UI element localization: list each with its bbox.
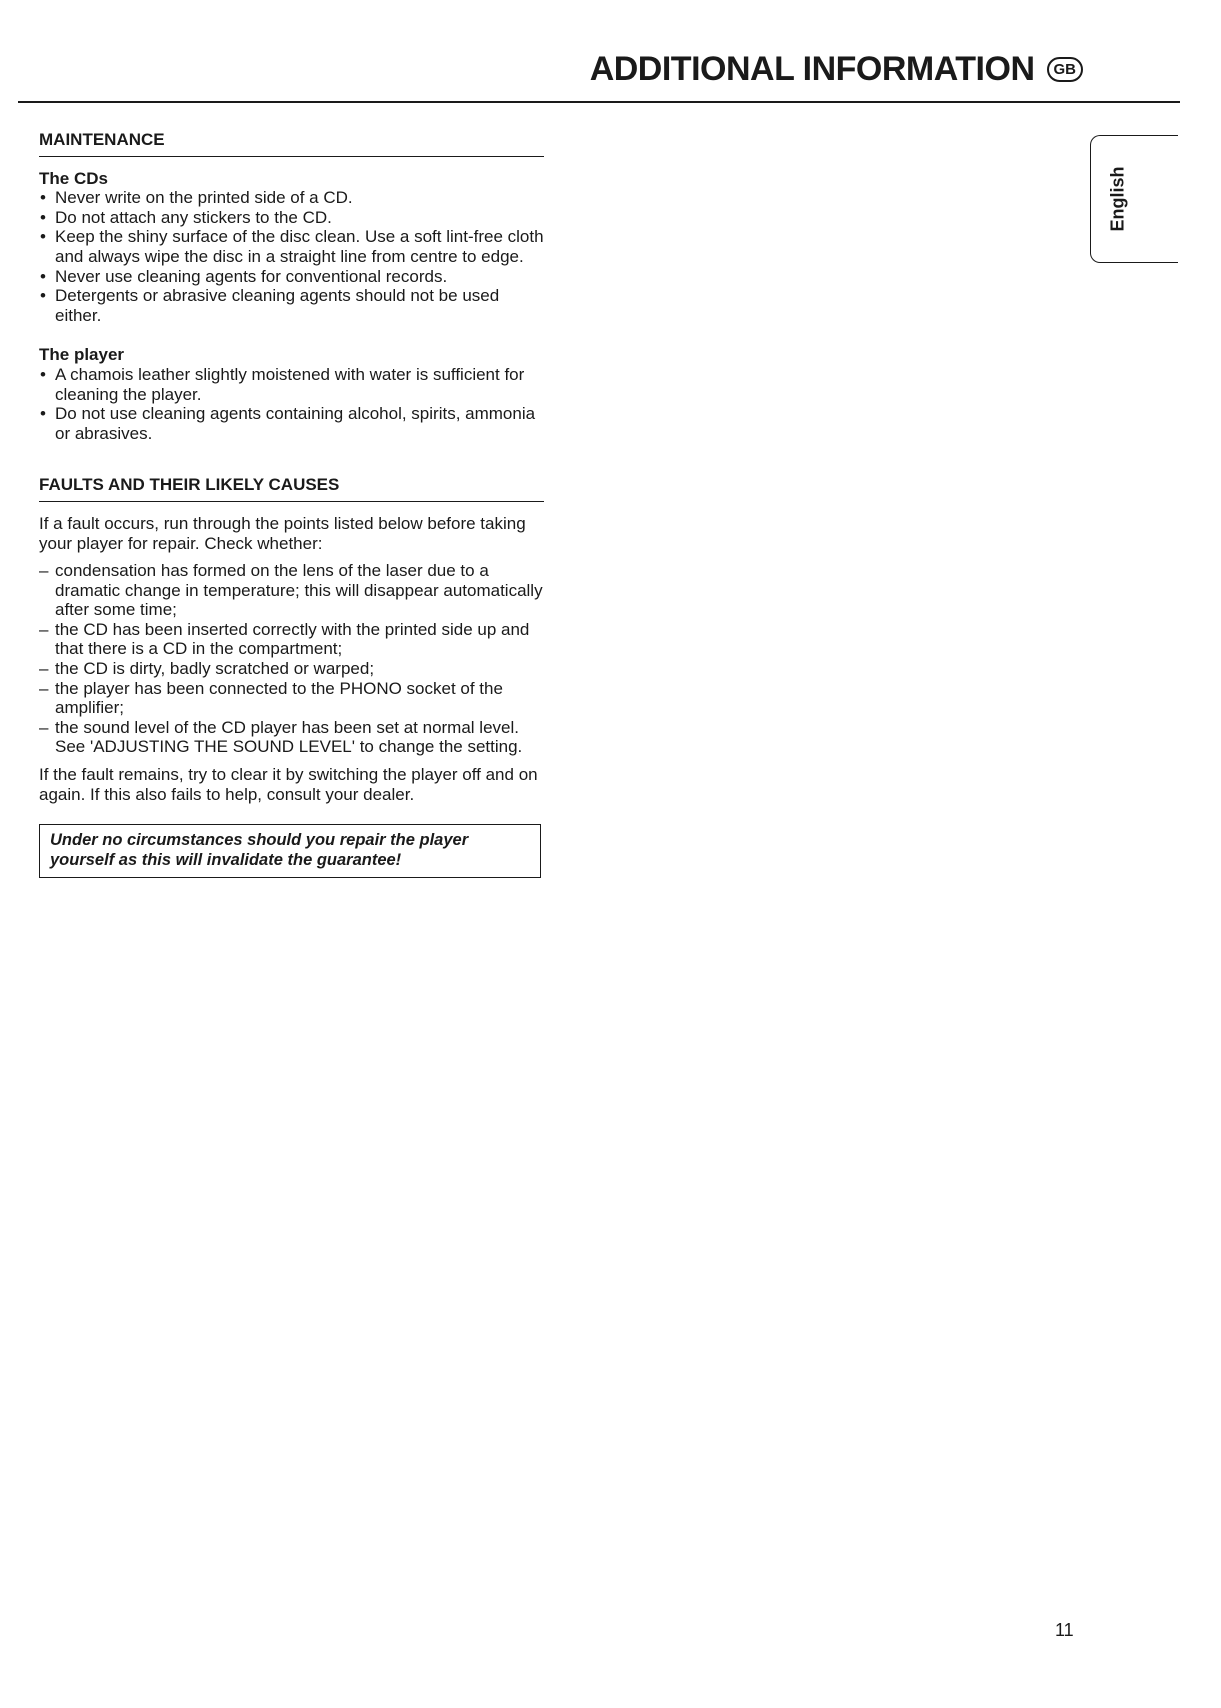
player-list [39,365,544,443]
list-item: • Never write on the printed side of a CD. [39,188,544,208]
cds-subheading: The CDs [39,168,108,188]
player-subheading: The player [39,345,125,365]
maintenance-heading: MAINTENANCE [39,130,544,157]
gb-country-badge: GB [1047,57,1084,82]
page-title: ADDITIONAL INFORMATION [589,50,1035,88]
cds-list [39,188,544,325]
faults-check-list [39,561,544,757]
faults-outro: If the fault remains, try to clear it by switching the player off and on again. If this also fails to help, consult your dealer. [39,765,538,804]
list-item: • Do not use cleaning agents containing alcohol, spirits, ammonia or abrasives. [39,404,544,443]
page-header [590,50,1083,89]
list-item: – the player has been connected to the PHONO socket of the amplifier; [39,679,544,718]
language-tab-label: English [1107,166,1128,232]
language-tab [1090,135,1178,263]
main-column [39,130,544,878]
warning-box: Under no circumstances should you repair the player yourself as this will invalidate the guarantee! [39,824,541,878]
page-number: 11 [1055,1620,1074,1640]
list-item: – the CD is dirty, badly scratched or warped; [39,659,544,679]
list-item: • Detergents or abrasive cleaning agents should not be used either. [39,286,544,325]
list-item: • Never use cleaning agents for conventional records. [39,267,544,287]
list-item: – the sound level of the CD player has been set at normal level. See 'ADJUSTING THE SOUND LEVEL' to change the setting. [39,718,544,757]
list-item: • A chamois leather slightly moistened with water is sufficient for cleaning the player. [39,365,544,404]
list-item: – condensation has formed on the lens of the laser due to a dramatic change in temperature; this will disappear automatically after some time; [39,561,544,620]
header-divider [18,101,1180,103]
faults-heading: FAULTS AND THEIR LIKELY CAUSES [39,475,544,502]
list-item: • Keep the shiny surface of the disc clean. Use a soft lint-free cloth and always wipe the disc in a straight line from centre to edge. [39,227,544,266]
list-item: – the CD has been inserted correctly with the printed side up and that there is a CD in the compartment; [39,620,544,659]
faults-intro: If a fault occurs, run through the points listed below before taking your player for repair. Check whether: [39,513,526,553]
list-item: • Do not attach any stickers to the CD. [39,208,544,228]
